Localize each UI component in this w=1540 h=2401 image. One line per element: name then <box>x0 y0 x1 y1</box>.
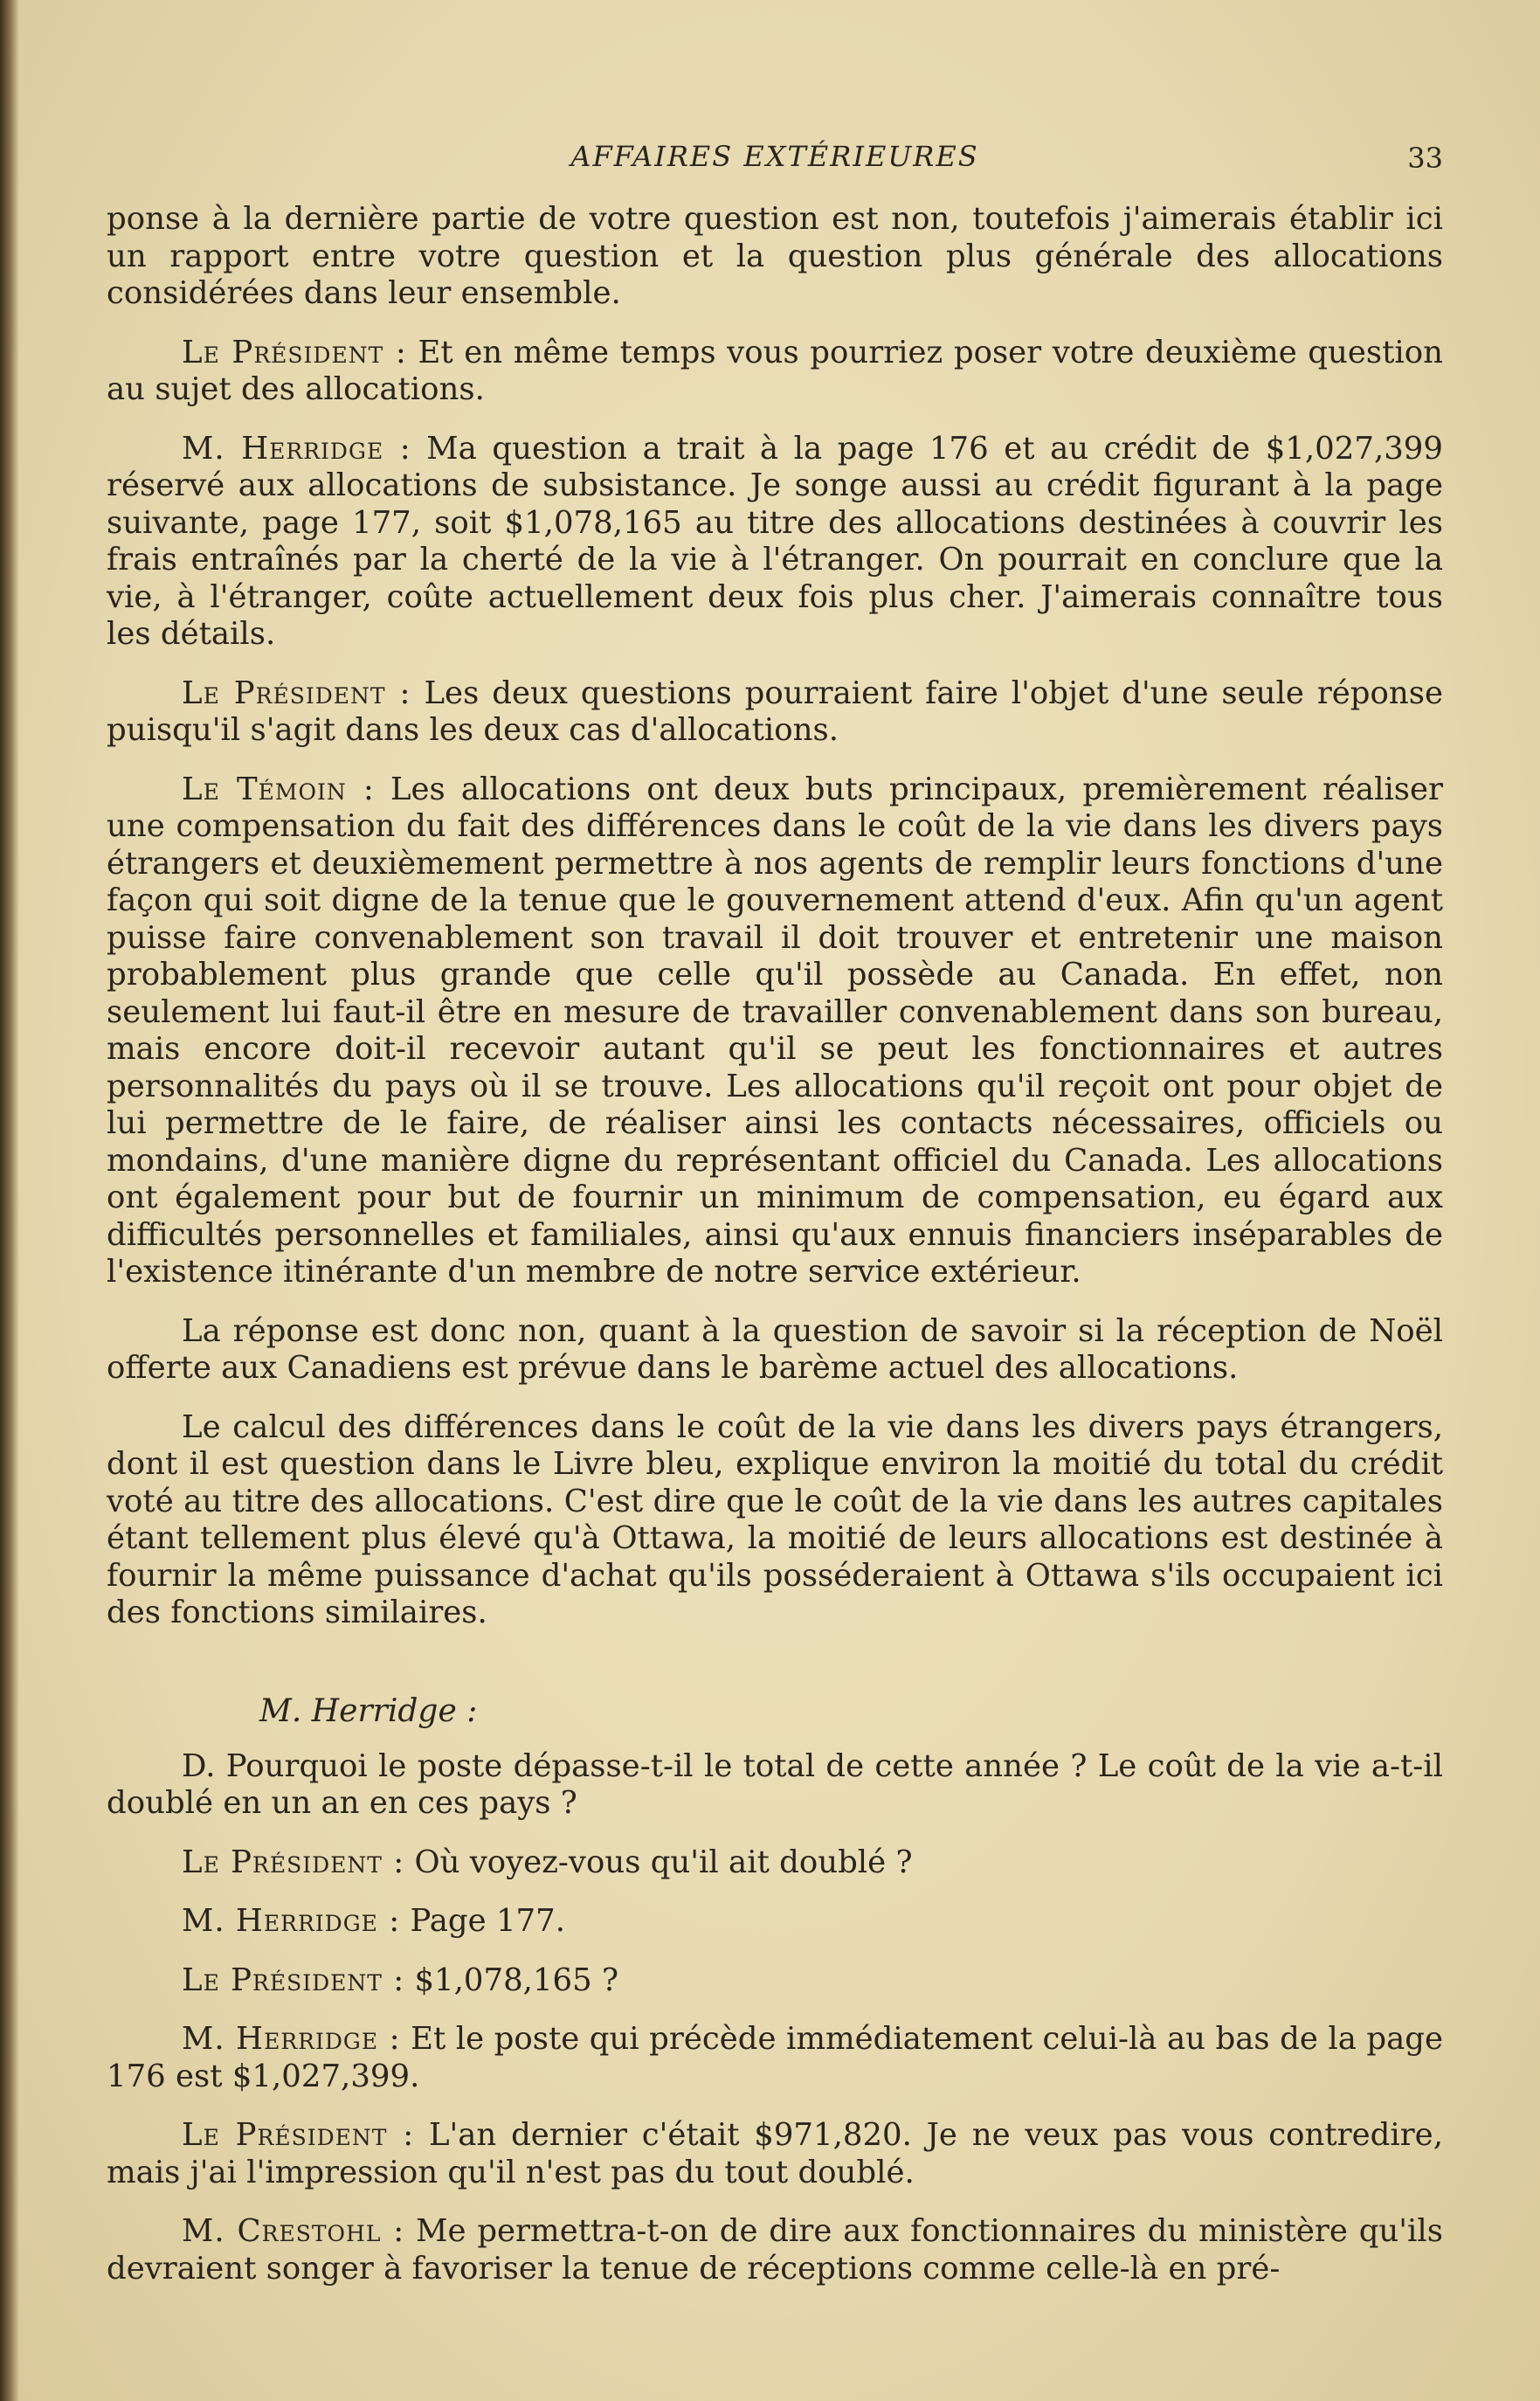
speaker-label: Le Président : <box>182 675 411 711</box>
speaker-label: Le Président : <box>182 1962 405 1998</box>
paragraph-text: Et le poste qui précède immédiatement celui-là au bas de la page 176 est $1,027,399. <box>107 2021 1443 2094</box>
paragraph-text: ponse à la dernière partie de votre question est non, toutefois j'aimerais établir ici un rapport entre votre question et la question plus générale des allocations considérées dans leur ensemble. <box>107 201 1443 311</box>
paragraph-text: Page 177. <box>410 1903 565 1939</box>
paragraph-2 <box>107 335 1443 409</box>
paragraph-1 <box>107 201 1443 313</box>
speaker-label: Le Président : <box>182 334 407 370</box>
speaker-label: M. Herridge : <box>182 1903 401 1939</box>
exchange-4 <box>107 1962 1443 2000</box>
speaker-label: M. Crestohl : <box>182 2213 405 2249</box>
exchange-1 <box>107 1748 1443 1823</box>
speaker-label: Le Président : <box>182 2117 415 2153</box>
running-title: AFFAIRES EXTÉRIEURES <box>570 140 979 173</box>
paragraph-4 <box>107 675 1443 750</box>
paragraph-text: Les deux questions pourraient faire l'objet d'une seule réponse puisqu'il s'agit dans les deux cas d'allocations. <box>107 675 1443 748</box>
paragraph-text: $1,078,165 ? <box>414 1962 619 1998</box>
speaker-label: M. Herridge : <box>182 430 411 467</box>
exchange-5 <box>107 2021 1443 2095</box>
section-heading: M. Herridge : <box>259 1692 478 1729</box>
speaker-label: Le Président : <box>182 1844 405 1880</box>
exchange-7 <box>107 2213 1443 2287</box>
paragraph-text: Où voyez-vous qu'il ait doublé ? <box>414 1844 913 1880</box>
paragraph-text: Me permettra-t-on de dire aux fonctionnaires du ministère qu'ils devraient songer à favoriser la tenue de réceptions comme celle-là en pré- <box>107 2213 1443 2287</box>
paragraph-text: D. Pourquoi le poste dépasse-t-il le total de cette année ? Le coût de la vie a-t-il doublé en un an en ces pays ? <box>107 1747 1443 1821</box>
speaker-label: M. Herridge : <box>182 2021 401 2057</box>
book-spine-shadow <box>0 0 19 2401</box>
running-header <box>107 131 1443 183</box>
document-page <box>107 131 1443 2309</box>
page-number: 33 <box>1407 142 1443 175</box>
paragraph-text: Ma question a trait à la page 176 et au crédit de $1,027,399 réservé aux allocations de subsistance. Je songe aussi au crédit figurant à la page suivante, page 177, soit $1,078,165 au titre des allocations destinées à couvrir les frais entraînés par la cherté de la vie à l'étranger. On pourrait en conclure que la vie, à l'étranger, coûte actuellement deux fois plus cher. J'aimerais connaître tous les détails. <box>107 430 1443 652</box>
paragraph-text: La réponse est donc non, quant à la question de savoir si la réception de Noël offerte aux Canadiens est prévue dans le barème actuel des allocations. <box>107 1312 1443 1386</box>
exchange-3 <box>107 1903 1443 1941</box>
paragraph-5 <box>107 772 1443 1291</box>
exchange-2 <box>107 1844 1443 1882</box>
paragraph-6 <box>107 1313 1443 1387</box>
paragraph-3 <box>107 431 1443 654</box>
paragraph-text: Les allocations ont deux buts principaux, premièrement réaliser une compensation du fait des différences dans le coût de la vie dans les divers pays étrangers et deuxièmement permettre à nos agents de remplir leurs fonctions d'une façon qui soit digne de la tenue que le gouvernement attend d'eux. Afin qu'un agent puisse faire convenablement son travail il doit trouver et entretenir une maison probablement plus grande que celle qu'il possède au Canada. En effet, non seulement lui faut-il être en mesure de travailler convenablement dans son bureau, mais encore doit-il recevoir autant qu'il se peut les fonctionnaires et autres personnalités du pays où il se trouve. Les allocations qu'il reçoit ont pour objet de lui permettre de le faire, de réaliser ainsi les contacts nécessaires, officiels ou mondains, d'une manière digne du représentant officiel du Canada. Les allocations ont également pour but de fournir un minimum de compensation, eu égard aux difficultés personnelles et familiales, ainsi qu'aux ennuis financiers inséparables de l'existence itinérante d'un membre de notre service extérieur. <box>107 771 1443 1290</box>
paragraph-text: Et en même temps vous pourriez poser votre deuxième question au sujet des allocations. <box>107 334 1443 407</box>
exchange-6 <box>107 2117 1443 2191</box>
paragraph-text: Le calcul des différences dans le coût de la vie dans les divers pays étrangers, dont il est question dans le Livre bleu, explique environ la moitié du total du crédit voté au titre des allocations. C'est dire que le coût de la vie dans les autres capitales étant tellement plus élevé qu'à Ottawa, la moitié de leurs allocations est destinée à fournir la même puissance d'achat qu'ils posséderaient à Ottawa s'ils occupaient ici des fonctions similaires. <box>107 1408 1443 1630</box>
speaker-label: Le Témoin : <box>182 771 375 807</box>
paragraph-7 <box>107 1409 1443 1632</box>
paragraph-text: L'an dernier c'était $971,820. Je ne veux pas vous contredire, mais j'ai l'impression qu'il n'est pas du tout doublé. <box>107 2117 1443 2190</box>
